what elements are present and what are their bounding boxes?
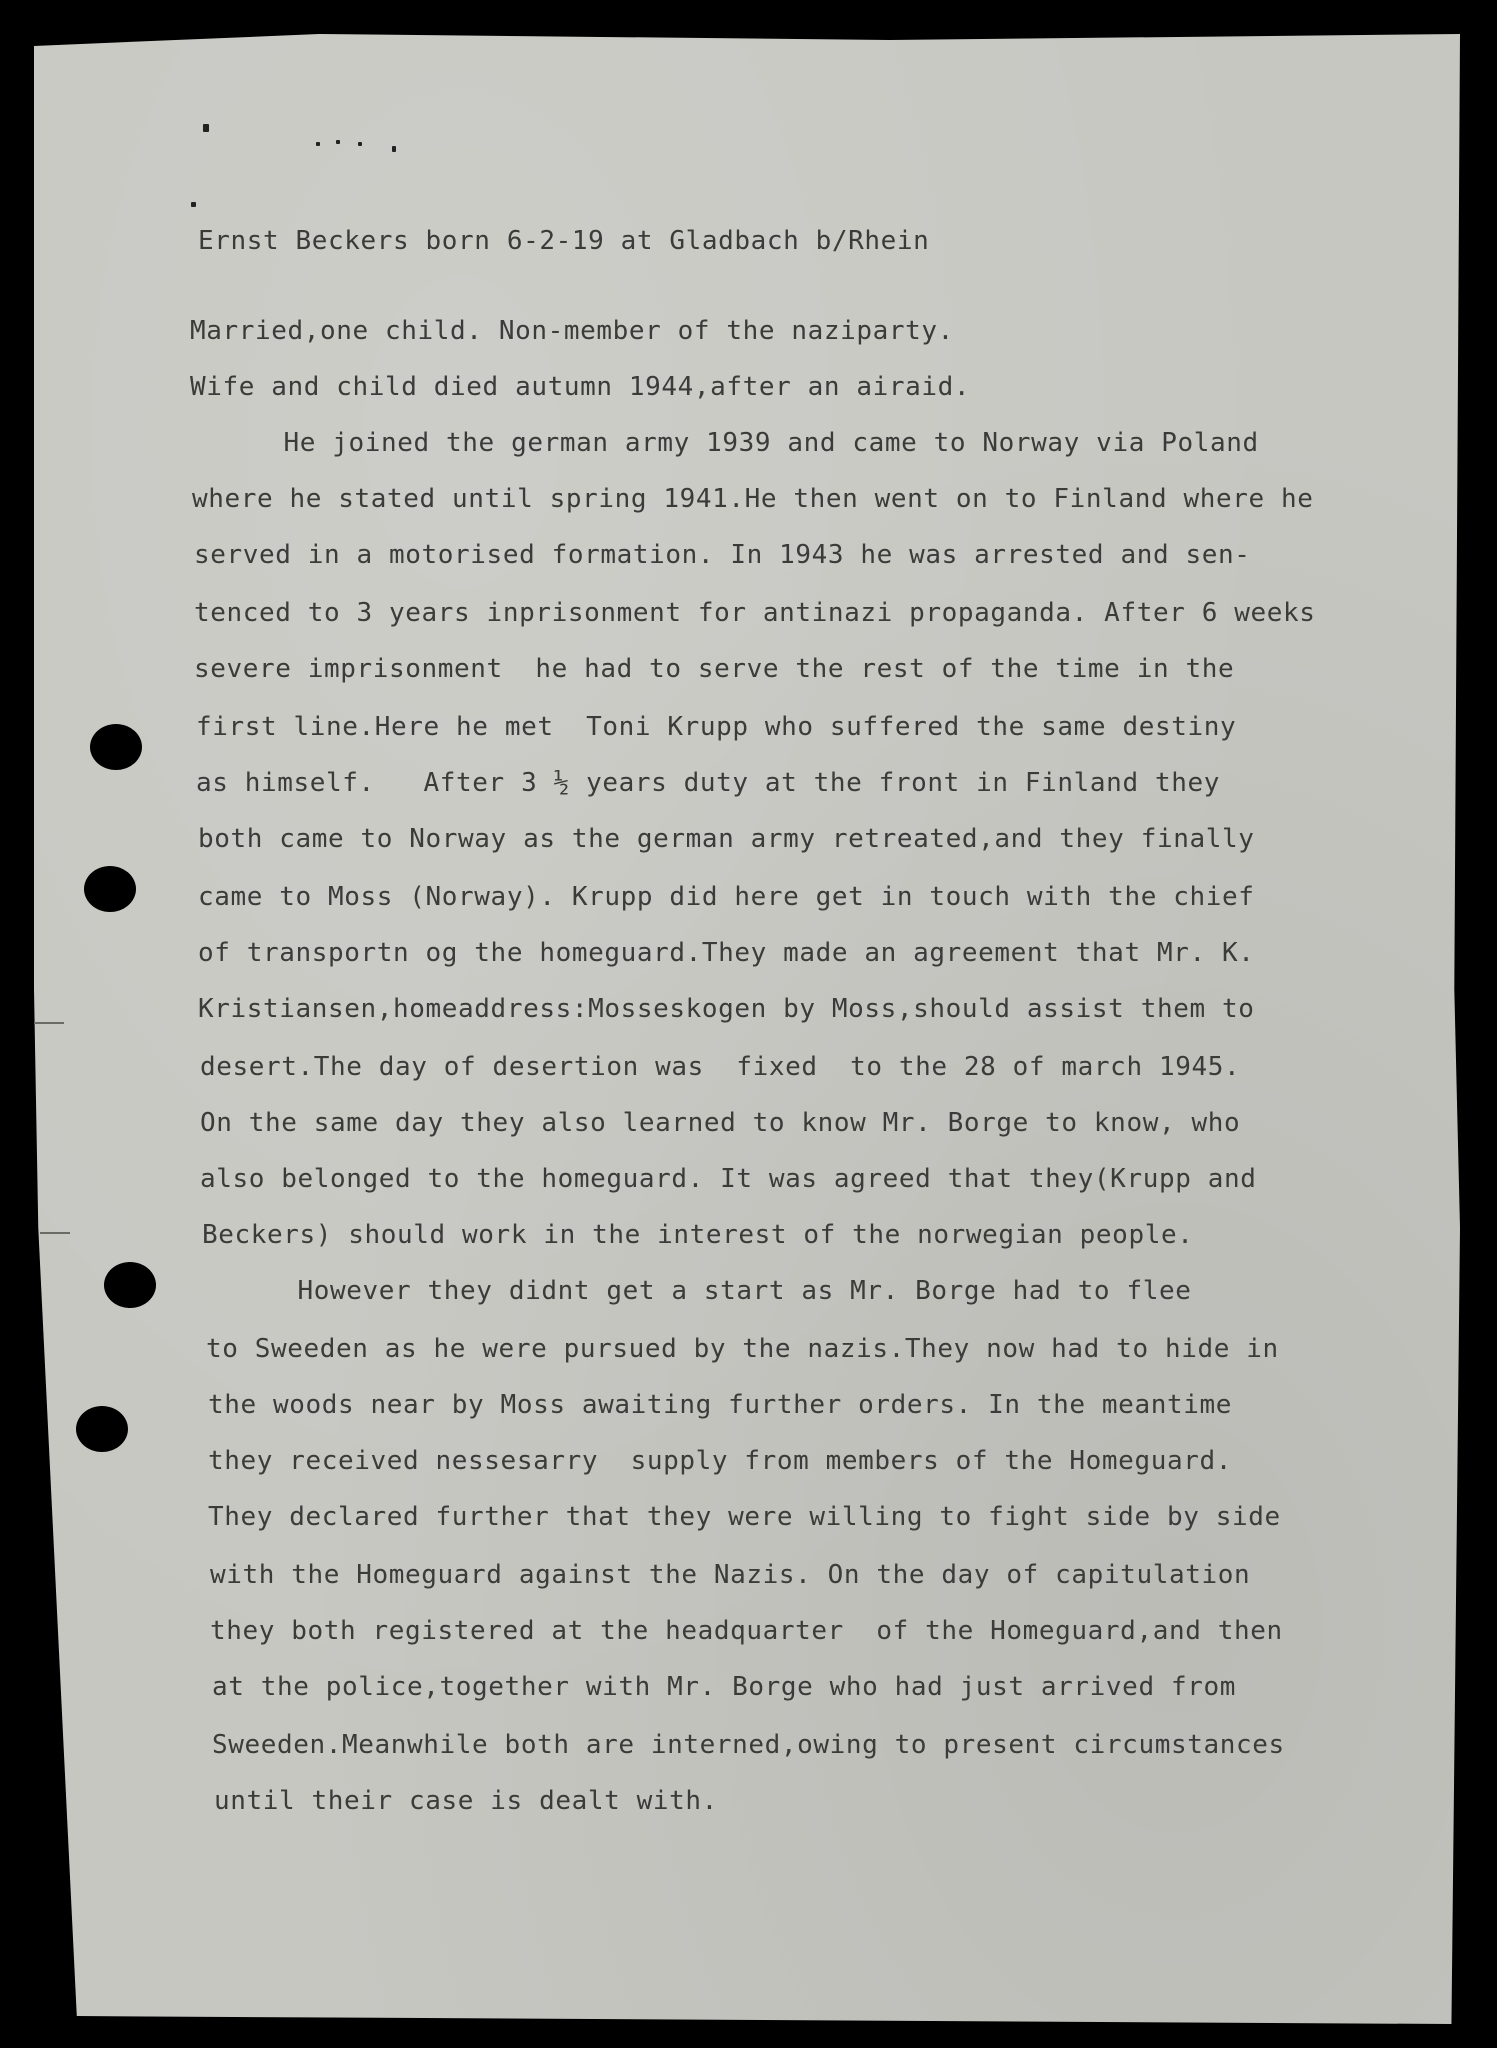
text-line: Wife and child died autumn 1944,after an airaid. bbox=[190, 372, 971, 402]
ink-mark bbox=[203, 124, 209, 132]
text-line: He joined the german army 1939 and came to Norway via Poland bbox=[186, 428, 1259, 458]
ink-mark bbox=[358, 142, 362, 146]
text-line: where he stated until spring 1941.He then went on to Finland where he bbox=[192, 484, 1314, 514]
text-line: However they didnt get a start as Mr. Borge had to flee bbox=[200, 1276, 1192, 1306]
text-line: Beckers) should work in the interest of the norwegian people. bbox=[202, 1220, 1194, 1250]
paper-tear-line bbox=[40, 1232, 70, 1234]
text-line: came to Moss (Norway). Krupp did here get in touch with the chief bbox=[198, 882, 1255, 912]
text-line: they both registered at the headquarter of the Homeguard,and then bbox=[210, 1616, 1283, 1646]
text-line: tenced to 3 years inprisonment for antinazi propaganda. After 6 weeks bbox=[194, 598, 1316, 628]
ink-mark bbox=[336, 140, 340, 144]
ink-mark bbox=[316, 142, 320, 146]
text-line: served in a motorised formation. In 1943 he was arrested and sen- bbox=[194, 540, 1251, 570]
text-line: On the same day they also learned to know Mr. Borge to know, who bbox=[200, 1108, 1241, 1138]
text-line: severe imprisonment he had to serve the rest of the time in the bbox=[194, 654, 1235, 684]
text-line: at the police,together with Mr. Borge who had just arrived from bbox=[212, 1672, 1236, 1702]
text-line: of transportn og the homeguard.They made an agreement that Mr. K. bbox=[198, 938, 1255, 968]
punch-hole-3 bbox=[104, 1262, 156, 1308]
text-line: as himself. After 3 ½ years duty at the front in Finland they bbox=[196, 768, 1220, 798]
text-line: Married,one child. Non-member of the naziparty. bbox=[190, 316, 954, 346]
text-line: Sweeden.Meanwhile both are interned,owing to present circumstances bbox=[212, 1730, 1285, 1760]
punch-hole-4 bbox=[76, 1406, 128, 1452]
text-line: also belonged to the homeguard. It was agreed that they(Krupp and bbox=[200, 1164, 1257, 1194]
text-line: Kristiansen,homeaddress:Mosseskogen by Moss,should assist them to bbox=[198, 994, 1255, 1024]
text-line: until their case is dealt with. bbox=[214, 1786, 718, 1816]
ink-mark bbox=[191, 202, 196, 207]
text-line: they received nessesarry supply from members of the Homeguard. bbox=[208, 1446, 1232, 1476]
text-line: the woods near by Moss awaiting further orders. In the meantime bbox=[208, 1390, 1232, 1420]
punch-hole-1 bbox=[90, 724, 142, 770]
paper-tear-line bbox=[34, 1022, 64, 1024]
document-heading: Ernst Beckers born 6-2-19 at Gladbach b/Rhein bbox=[198, 226, 930, 256]
ink-mark bbox=[392, 146, 396, 152]
text-line: first line.Here he met Toni Krupp who suffered the same destiny bbox=[196, 712, 1237, 742]
text-line: both came to Norway as the german army retreated,and they finally bbox=[198, 824, 1255, 854]
text-line: with the Homeguard against the Nazis. On the day of capitulation bbox=[210, 1560, 1251, 1590]
text-line: desert.The day of desertion was fixed to the 28 of march 1945. bbox=[200, 1052, 1241, 1082]
punch-hole-2 bbox=[84, 866, 136, 912]
text-line: They declared further that they were willing to fight side by side bbox=[208, 1502, 1281, 1532]
text-line: to Sweeden as he were pursued by the nazis.They now had to hide in bbox=[206, 1334, 1279, 1364]
